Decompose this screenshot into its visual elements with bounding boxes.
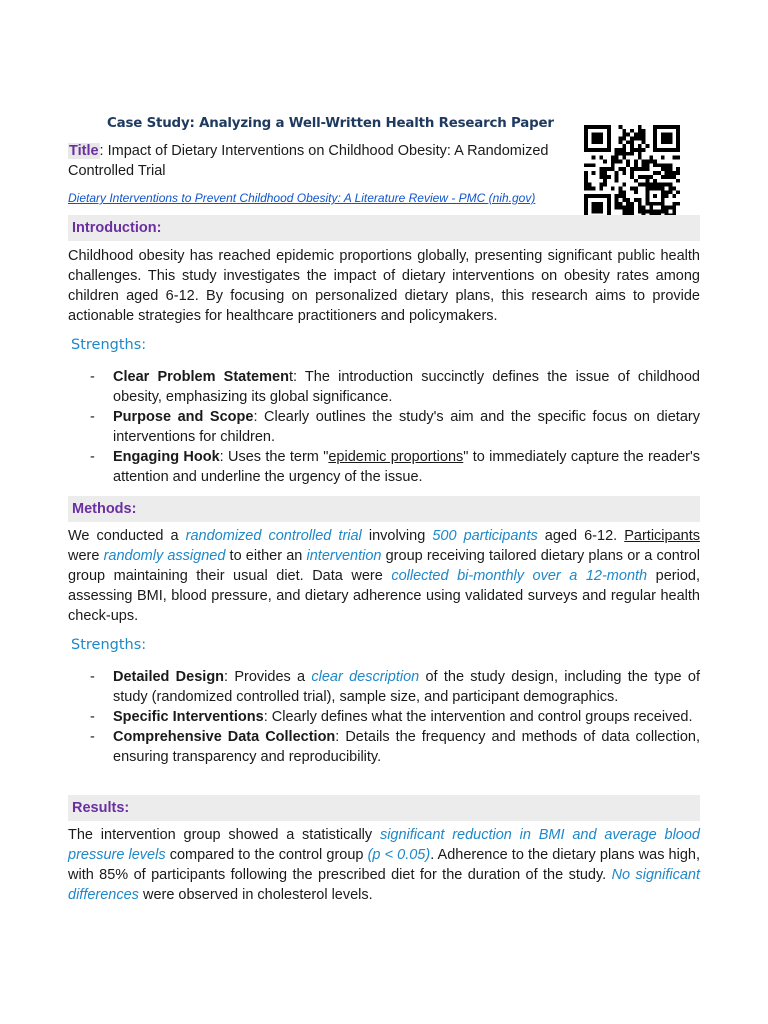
highlight: randomly assigned	[103, 548, 226, 564]
text: aged 6-12.	[537, 528, 625, 544]
list-item	[88, 707, 700, 727]
underlined-text: Participants	[624, 528, 700, 544]
bullet-text: : Uses the term "	[219, 449, 329, 465]
text: compared to the control group	[165, 847, 368, 863]
list-item	[88, 407, 700, 447]
bullet-text: : Details the frequency and methods of data collection, ensuring transparency and reproducibility.	[113, 729, 701, 765]
methods-strengths-heading: Strengths:	[71, 637, 147, 653]
intro-strengths-heading: Strengths:	[71, 337, 147, 353]
text: to either an	[225, 548, 307, 564]
methods-heading: Methods:	[68, 496, 700, 522]
bullet-text: : Clearly defines what the intervention and control groups received.	[263, 709, 693, 725]
highlight: No significant differences	[68, 867, 700, 903]
text: were observed in cholesterol levels.	[138, 887, 373, 903]
bullet-text: : Provides a	[224, 669, 312, 685]
page-title: Case Study: Analyzing a Well-Written Health Research Paper	[107, 116, 554, 131]
qr-code-icon	[584, 125, 680, 221]
bullet-term: Detailed Design	[113, 669, 225, 685]
title-text: : Impact of Dietary Interventions on Childhood Obesity: A Randomized Controlled Trial	[68, 143, 549, 179]
intro-strengths-list	[88, 367, 700, 487]
reference-link[interactable]: Dietary Interventions to Prevent Childhood Obesity: A Literature Review - PMC (nih.gov)	[68, 191, 536, 205]
highlight: intervention	[306, 548, 382, 564]
text: were	[68, 548, 104, 564]
highlight: significant reduction in BMI and average blood pressure levels	[68, 827, 700, 863]
bullet-text: of the study design, including the type of study (randomized controlled trial), sample size, and participant demographics.	[113, 669, 700, 705]
text: involving	[361, 528, 433, 544]
bullet-term: Engaging Hook	[113, 449, 220, 465]
text: We conducted a	[68, 528, 186, 544]
bullet-text: : The introduction succinctly defines the issue of childhood obesity, emphasizing its global significance.	[113, 369, 700, 405]
text: The intervention group showed a statistically	[68, 827, 380, 843]
title-label: Title	[69, 143, 99, 159]
text: . Adherence to the dietary plans was high, with 85% of participants following the prescribed diet for the duration of the study.	[68, 847, 700, 883]
list-item	[88, 727, 700, 767]
text: group receiving tailored dietary plans or a control group maintaining their usual diet. Data were	[68, 548, 700, 584]
bullet-underlined-term: epidemic proportions	[328, 449, 464, 465]
highlight: collected bi-monthly over a 12-month	[391, 568, 648, 584]
highlight: randomized controlled trial	[185, 528, 362, 544]
results-heading: Results:	[68, 795, 700, 821]
bullet-term: Comprehensive Data Collection	[113, 729, 336, 745]
list-item	[88, 667, 700, 707]
highlight: clear description	[311, 669, 420, 685]
bullet-term-tail: t	[288, 369, 293, 385]
introduction-text: Childhood obesity has reached epidemic proportions globally, presenting significant public health challenges. This study investigates the impact of dietary interventions on obesity rates among children aged 6-12. By focusing on personalized dietary plans, this research aims to provide actionable strategies for healthcare practitioners and policymakers.	[68, 248, 700, 324]
list-item	[88, 447, 700, 487]
highlight: 500 participants	[432, 528, 538, 544]
results-text	[68, 825, 700, 905]
introduction-heading: Introduction:	[68, 215, 700, 241]
bullet-text: : Clearly outlines the study's aim and the specific focus on dietary interventions for children.	[113, 409, 700, 445]
methods-strengths-list	[88, 667, 700, 767]
list-item	[88, 367, 700, 407]
bullet-term: Clear Problem Statemen	[113, 369, 289, 385]
methods-text	[68, 526, 700, 626]
text: period, assessing BMI, blood pressure, and dietary adherence using validated surveys and regular health check-ups.	[68, 568, 700, 624]
bullet-text: " to immediately capture the reader's attention and underline the urgency of the issue.	[113, 449, 700, 485]
paper-title	[68, 141, 578, 181]
bullet-term: Specific Interventions	[113, 709, 264, 725]
bullet-term: Purpose and Scope	[113, 409, 254, 425]
highlight: (p < 0.05)	[367, 847, 431, 863]
